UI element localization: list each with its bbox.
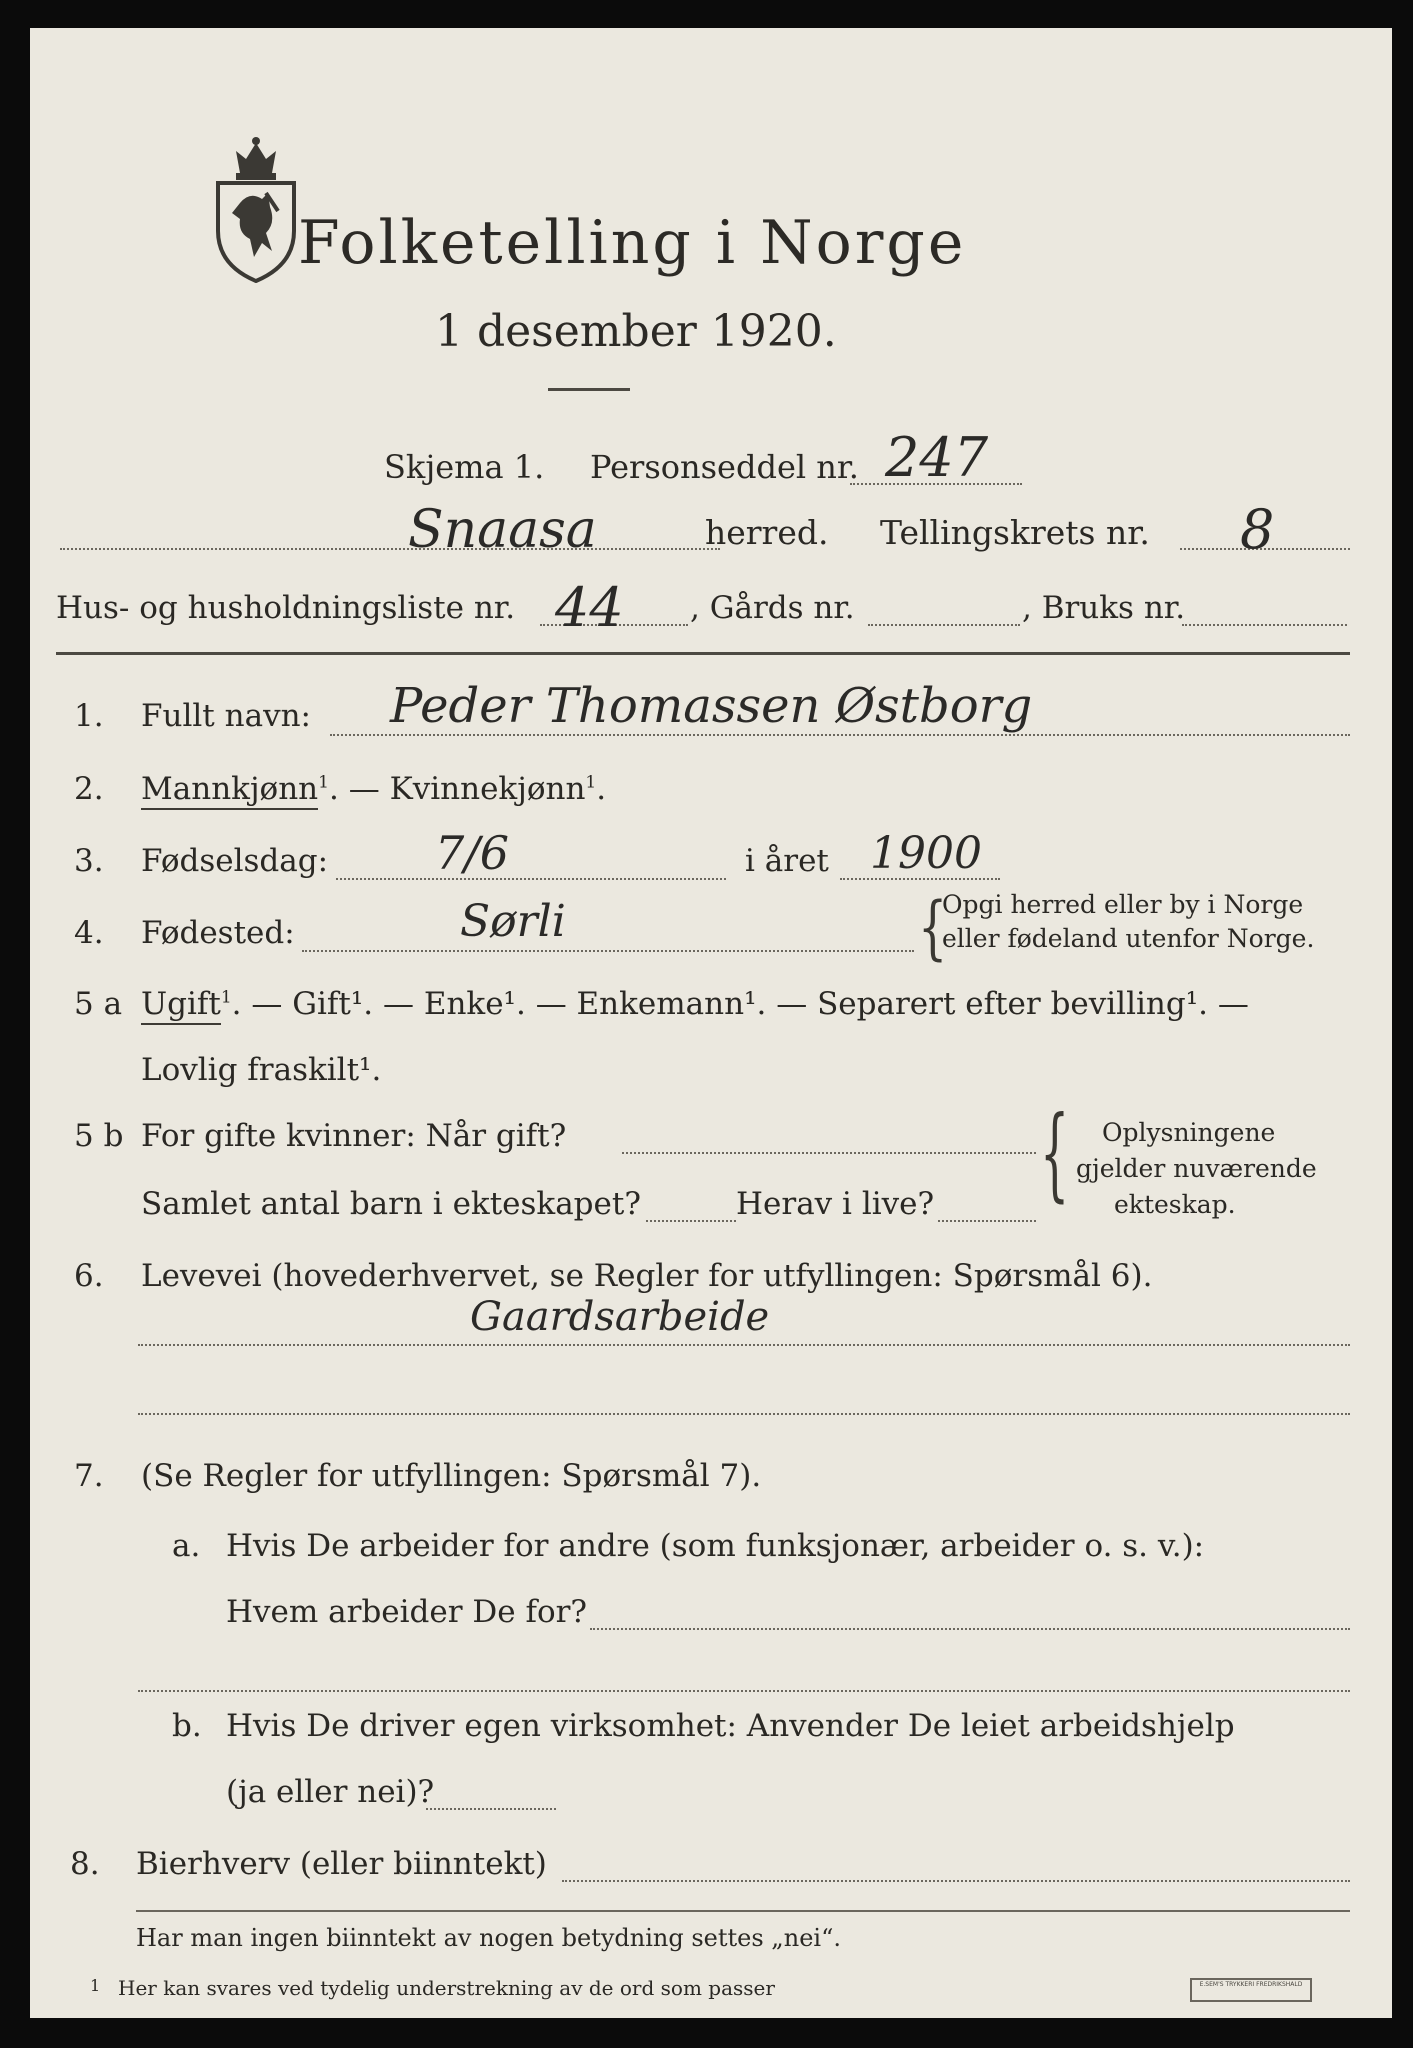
birthday-value: 7/6: [435, 826, 510, 880]
marital-status-options: Ugift$^1$. — Gift¹. — Enke¹. — Enkemann¹. — Separert efter bevilling¹. —: [141, 986, 1249, 1022]
footnote-text: Her kan svares ved tydelig understrekning av de ord som passer: [118, 1976, 775, 2000]
schema-label: Skjema 1.: [384, 448, 545, 486]
title-divider: [548, 388, 630, 391]
q6-label: Levevei (hovederhvervet, se Regler for utfyllingen: Spørsmål 6).: [141, 1258, 1153, 1294]
footnote-mark: 1: [90, 1976, 101, 1995]
q3-number: 3.: [74, 843, 104, 879]
q5b-number: 5 b: [74, 1118, 124, 1154]
birthplace-note-2: eller fødeland utenfor Norge.: [942, 924, 1315, 953]
form-title: Folketelling i Norge: [298, 208, 967, 278]
full-name-value: Peder Thomassen Østborg: [390, 678, 1033, 734]
census-form: Folketelling i Norge 1 desember 1920. Skjema 1. Personseddel nr. 247 Snaasa herred. Tellingskrets nr. 8 Hus- og husholdningsliste nr. 44 , Gårds nr. , Bruks nr. 1. Fullt navn: Peder Thomassen Østborg 2. Mannkjønn$^1$. — Kvinnekjønn$^1$. 3. Fødselsdag: 7/6 i året 1900 4. Fødested: Sørli { Opgi herred eller by i Norge eller fødeland utenfor Norge. 5 a Ugift$^1$. — Gift¹. — Enke¹. — Enkemann¹. — Separert efter bevilling¹. — Lovlig fraskilt¹. 5 b For gifte kvinner: Når gift? Samlet antal barn i ekteskapet? Herav i live? { Oplysningene gjelder nuværende ekteskap. 6. Levevei (hovederhvervet, se Regler for utfyllingen: Spørsmål 6). Gaardsarbeide 7. (Se Regler for utfyllingen: Spørsmål 7). a. Hvis De arbeider for andre (som funksjonær, arbeider o. s. v.): Hvem arbeider De for? b. Hvis De driver egen virksomhet: Anvender De leiet arbeidshjelp (ja eller nei)? 8. Bierhverv (eller biinntekt) Har man ingen biinntekt av nogen betydning settes „nei“. 1 Her kan svares ved tydelig understrekning av de ord som passer E.SEM'S TRYKKERI FREDRIKSHALD: [30, 28, 1392, 2018]
q5b-line2a: Samlet antal barn i ekteskapet?: [141, 1186, 641, 1222]
municipality-value: Snaasa: [408, 500, 597, 560]
header-rule: [56, 652, 1350, 655]
q4-label: Fødested:: [141, 915, 295, 951]
q6-number: 6.: [74, 1258, 104, 1294]
printer-stamp: E.SEM'S TRYKKERI FREDRIKSHALD: [1190, 1978, 1312, 2002]
q8-number: 8.: [70, 1846, 100, 1882]
q5b-line1: For gifte kvinner: Når gift?: [141, 1118, 567, 1154]
female-option: Kvinnekjønn: [389, 771, 586, 807]
q7b-number: b.: [172, 1708, 202, 1744]
birth-year-value: 1900: [870, 828, 982, 879]
marriage-note-1: Oplysningene: [1102, 1118, 1276, 1147]
footer-note: Har man ingen biinntekt av nogen betydning settes „nei“.: [136, 1924, 841, 1952]
husliste-number: 44: [555, 576, 624, 639]
q5a-number: 5 a: [74, 986, 123, 1022]
personseddel-number: 247: [885, 426, 989, 489]
q7-label: (Se Regler for utfyllingen: Spørsmål 7).: [141, 1458, 762, 1494]
footer-rule: [136, 1910, 1350, 1912]
birthplace-note-1: Opgi herred eller by i Norge: [942, 890, 1304, 919]
personseddel-label: Personseddel nr.: [590, 448, 859, 486]
q3-year-label: i året: [745, 843, 829, 879]
gards-label: , Gårds nr.: [690, 590, 855, 626]
husliste-label: Hus- og husholdningsliste nr.: [56, 590, 516, 626]
q2-number: 2.: [74, 771, 104, 807]
q5b-line2b: Herav i live?: [736, 1186, 935, 1222]
marriage-note-3: ekteskap.: [1114, 1190, 1236, 1219]
birthplace-value: Sørli: [460, 896, 566, 947]
q7b-line2: (ja eller nei)?: [226, 1774, 435, 1810]
male-option-underlined: Mannkjønn: [141, 771, 318, 810]
tellingskrets-label: Tellingskrets nr.: [880, 513, 1150, 552]
q7b-line1: Hvis De driver egen virksomhet: Anvender De leiet arbeidshjelp: [226, 1708, 1235, 1744]
q3-label: Fødselsdag:: [141, 843, 329, 879]
q4-number: 4.: [74, 915, 104, 951]
census-date: 1 desember 1920.: [435, 306, 837, 357]
q1-label: Fullt navn:: [141, 698, 311, 734]
occupation-value: Gaardsarbeide: [470, 1294, 770, 1340]
marriage-note-2: gjelder nuværende: [1076, 1154, 1317, 1183]
bruks-label: , Bruks nr.: [1022, 590, 1186, 626]
gender-options: Mannkjønn$^1$. — Kvinnekjønn$^1$.: [141, 771, 606, 807]
q7a-line2: Hvem arbeider De for?: [226, 1594, 588, 1630]
q7a-number: a.: [172, 1528, 201, 1564]
q7a-line1: Hvis De arbeider for andre (som funksjonær, arbeider o. s. v.):: [226, 1528, 1205, 1564]
q5a-line2: Lovlig fraskilt¹.: [141, 1052, 382, 1088]
q7-number: 7.: [74, 1458, 104, 1494]
q1-number: 1.: [74, 698, 104, 734]
herred-label: herred.: [705, 513, 829, 552]
tellingskrets-number: 8: [1240, 498, 1275, 561]
coat-of-arms-emblem: [210, 133, 302, 283]
q8-label: Bierhverv (eller biinntekt): [136, 1846, 547, 1882]
unmarried-option-underlined: Ugift: [141, 986, 221, 1025]
